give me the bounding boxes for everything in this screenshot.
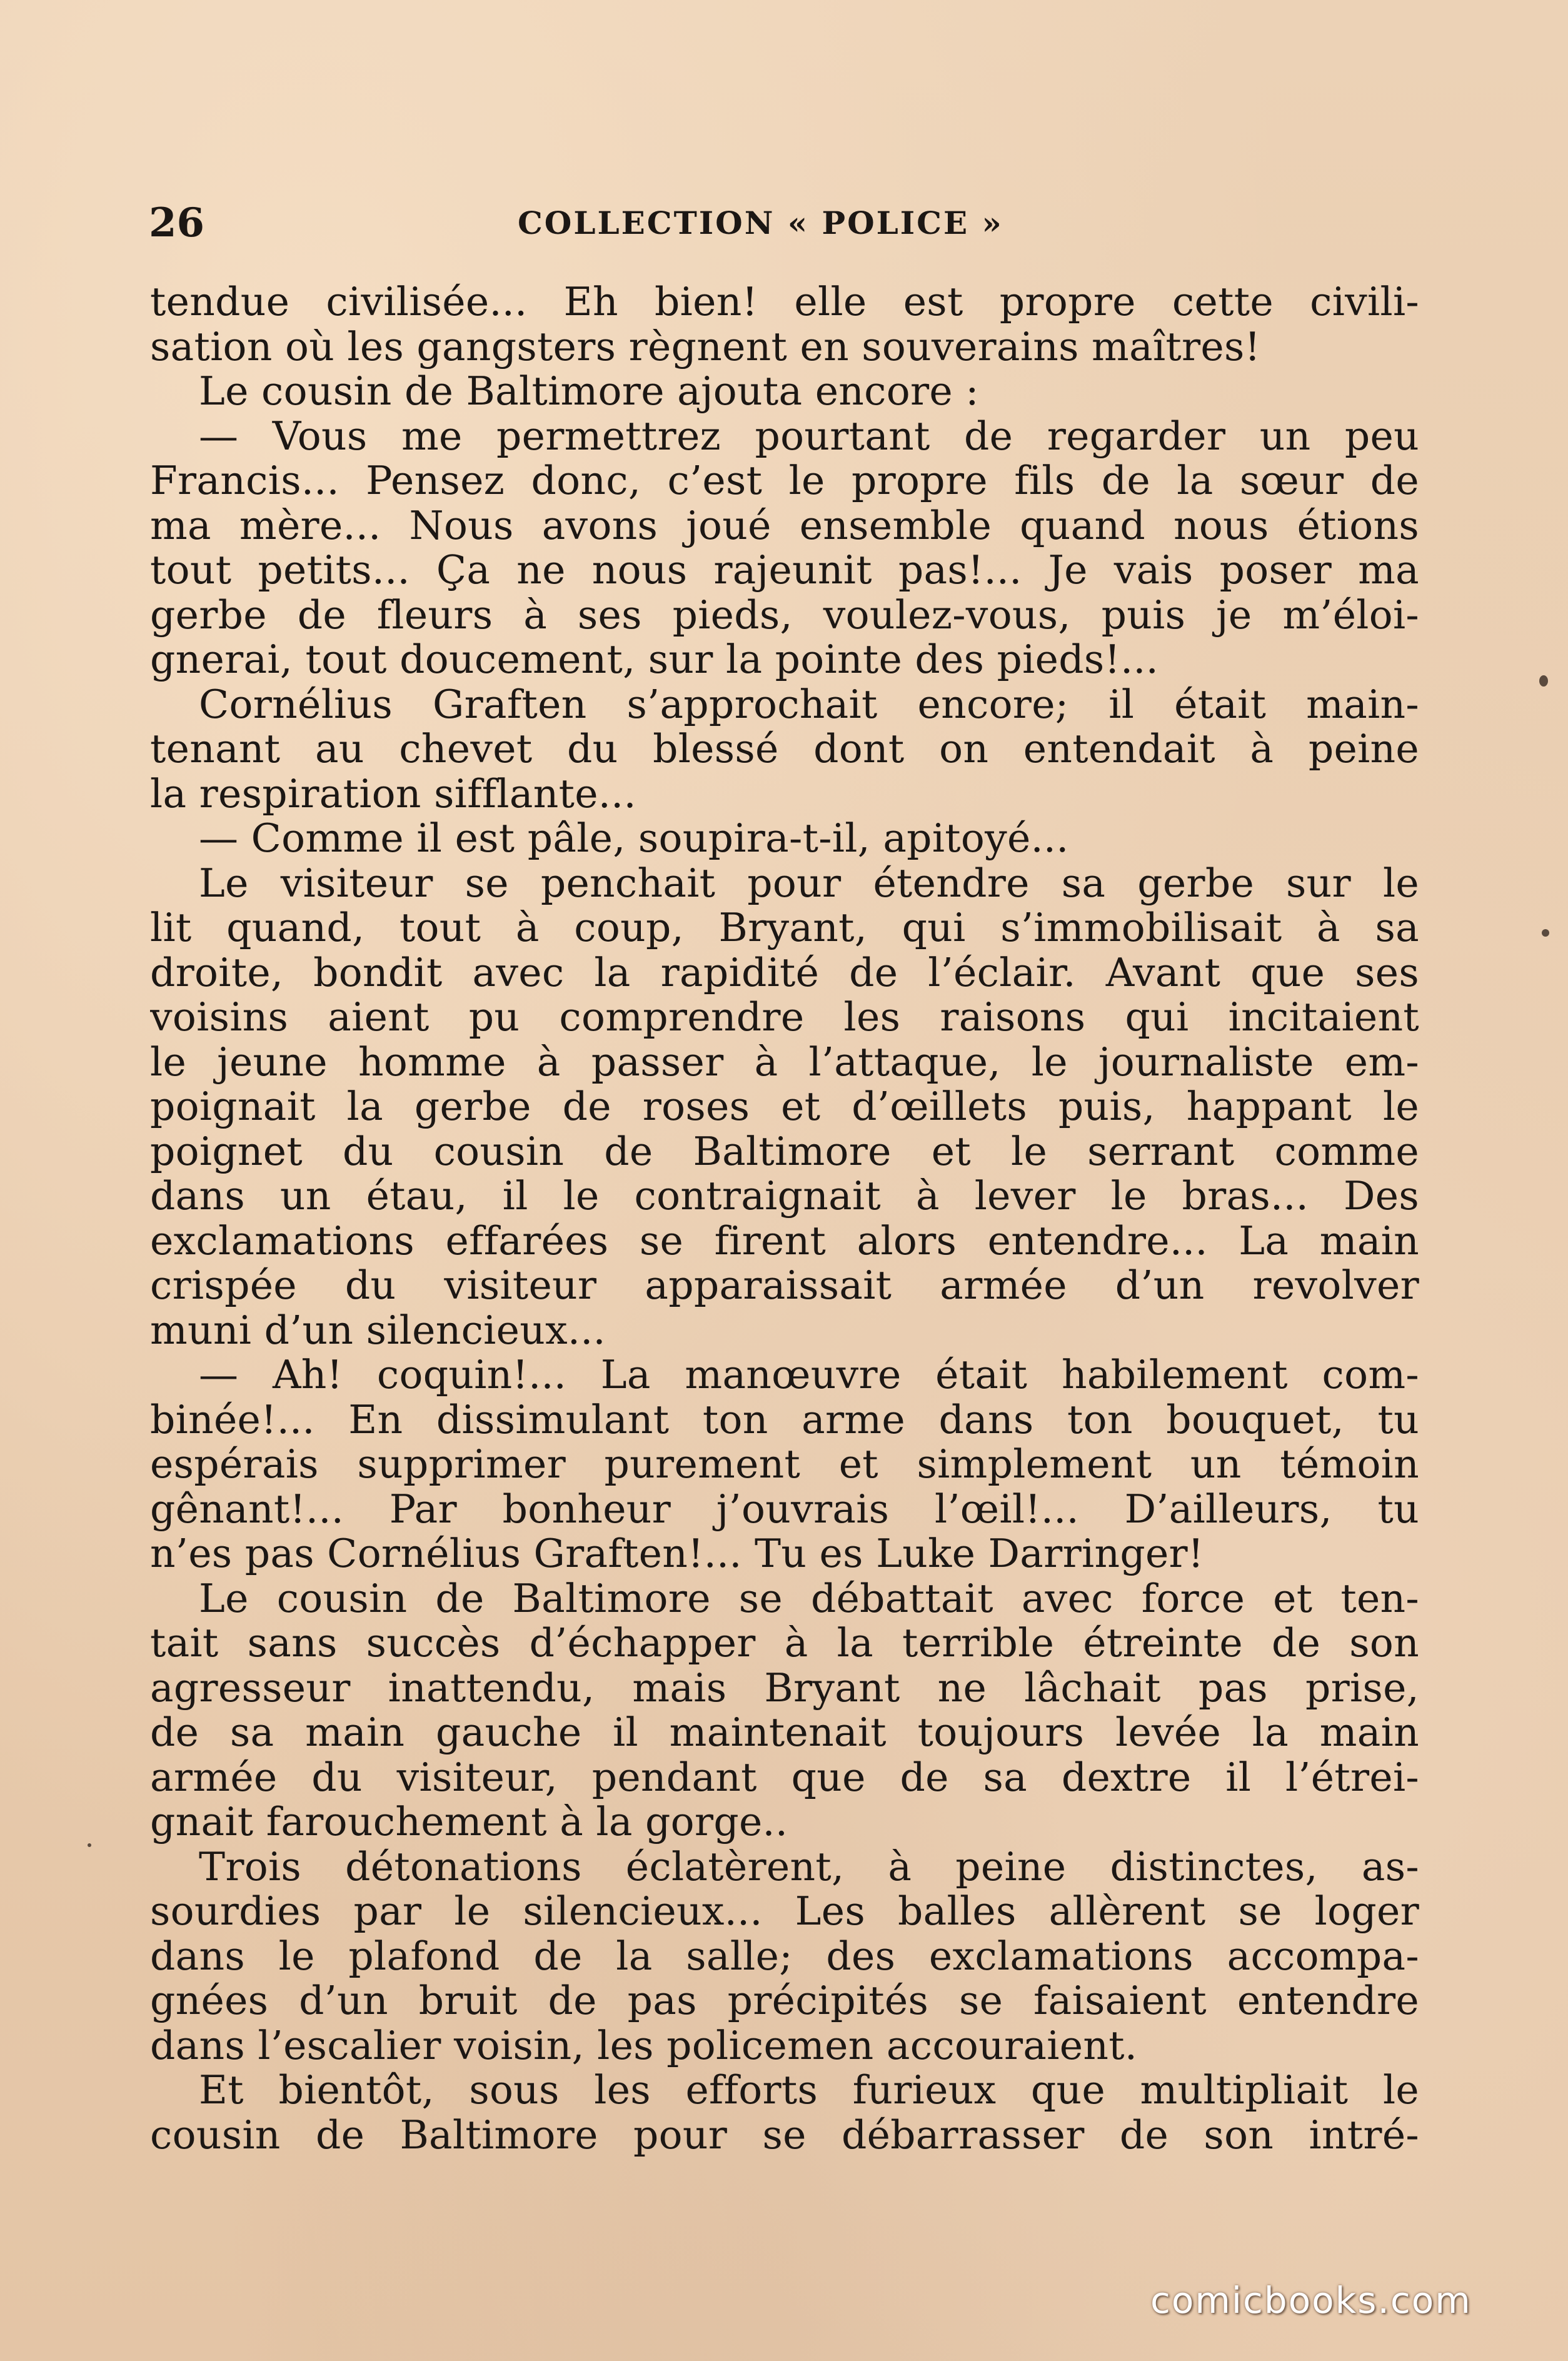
text-line: gênant!... Par bonheur j’ouvrais l’œil!... D’ailleurs, tu [150, 1486, 1419, 1531]
text-line: Trois détonations éclatèrent, à peine distinctes, as- [199, 1844, 1419, 1889]
text-line: de sa main gauche il maintenait toujours levée la main [150, 1710, 1419, 1755]
text-line: tait sans succès d’échapper à la terrible étreinte de son [150, 1621, 1419, 1666]
text-line: tendue civilisée... Eh bien! elle est propre cette civili- [150, 279, 1419, 325]
text-line: muni d’un silencieux... [150, 1307, 606, 1352]
text-line: crispée du visiteur apparaissait armée d’un revolver [150, 1263, 1419, 1308]
text-line: le jeune homme à passer à l’attaque, le journaliste em- [150, 1039, 1419, 1084]
text-line: gnerai, tout doucement, sur la pointe des pieds!... [150, 637, 1159, 682]
watermark: comicbooks.com [1150, 2279, 1472, 2322]
text-line: exclamations effarées se firent alors entendre... La main [150, 1218, 1419, 1263]
text-line: Francis... Pensez donc, c’est le propre fils de la sœur de [150, 458, 1419, 503]
page-header [149, 195, 1418, 251]
text-line: ma mère... Nous avons joué ensemble quand nous étions [150, 503, 1419, 548]
text-line: voisins aient pu comprendre les raisons qui incitaient [150, 995, 1419, 1040]
text-line: — Vous me permettrez pourtant de regarder un peu [199, 413, 1419, 458]
text-line: sation où les gangsters règnent en souverains maîtres! [150, 324, 1261, 369]
text-line: agresseur inattendu, mais Bryant ne lâchait pas prise, [150, 1665, 1419, 1710]
text-line: tout petits... Ça ne nous rajeunit pas!... Je vais poser ma [150, 548, 1419, 593]
text-line: Cornélius Graften s’approchait encore; il était main- [199, 682, 1419, 727]
text-line: la respiration sifflante... [150, 771, 636, 816]
text-line: Le visiteur se penchait pour étendre sa gerbe sur le [199, 860, 1419, 905]
text-line: tenant au chevet du blessé dont on entendait à peine [150, 727, 1419, 772]
text-line: gnait farouchement à la gorge.. [150, 1800, 788, 1845]
text-line: cousin de Baltimore pour se débarrasser de son intré- [150, 2112, 1419, 2157]
text-line: — Ah! coquin!... La manœuvre était habilement com- [199, 1352, 1419, 1397]
text-line: n’es pas Cornélius Graften!... Tu es Luke Darringer! [150, 1531, 1204, 1576]
body-text [150, 279, 1419, 2157]
text-line: Le cousin de Baltimore se débattait avec force et ten- [199, 1576, 1419, 1621]
text-line: poignait la gerbe de roses et d’œillets puis, happant le [150, 1084, 1419, 1129]
running-title: COLLECTION « POLICE » [518, 204, 1003, 241]
paper-speck [88, 1843, 91, 1847]
text-line: dans l’escalier voisin, les policemen accouraient. [150, 2023, 1138, 2068]
text-line: armée du visiteur, pendant que de sa dextre il l’étrei- [150, 1754, 1419, 1800]
page-number: 26 [149, 199, 205, 246]
text-line: poignet du cousin de Baltimore et le serrant comme [150, 1129, 1419, 1174]
text-line: droite, bondit avec la rapidité de l’éclair. Avant que ses [150, 950, 1419, 995]
text-line: Et bientôt, sous les efforts furieux que multipliait le [199, 2068, 1419, 2113]
text-line: — Comme il est pâle, soupira-t-il, apitoyé... [199, 816, 1069, 861]
text-line: lit quand, tout à coup, Bryant, qui s’immobilisait à sa [150, 905, 1419, 950]
paper-speck [1542, 929, 1549, 937]
text-line: gerbe de fleurs à ses pieds, voulez-vous, puis je m’éloi- [150, 592, 1419, 637]
text-line: dans un étau, il le contraignait à lever le bras... Des [150, 1174, 1419, 1219]
text-line: espérais supprimer purement et simplement un témoin [150, 1442, 1419, 1487]
text-line: gnées d’un bruit de pas précipités se faisaient entendre [150, 1978, 1419, 2023]
paper-speck [1539, 675, 1548, 687]
text-line: dans le plafond de la salle; des exclamations accompa- [150, 1933, 1419, 1978]
text-line: Le cousin de Baltimore ajouta encore : [199, 369, 979, 414]
text-line: binée!... En dissimulant ton arme dans ton bouquet, tu [150, 1397, 1419, 1442]
text-line: sourdies par le silencieux... Les balles allèrent se loger [150, 1889, 1419, 1934]
